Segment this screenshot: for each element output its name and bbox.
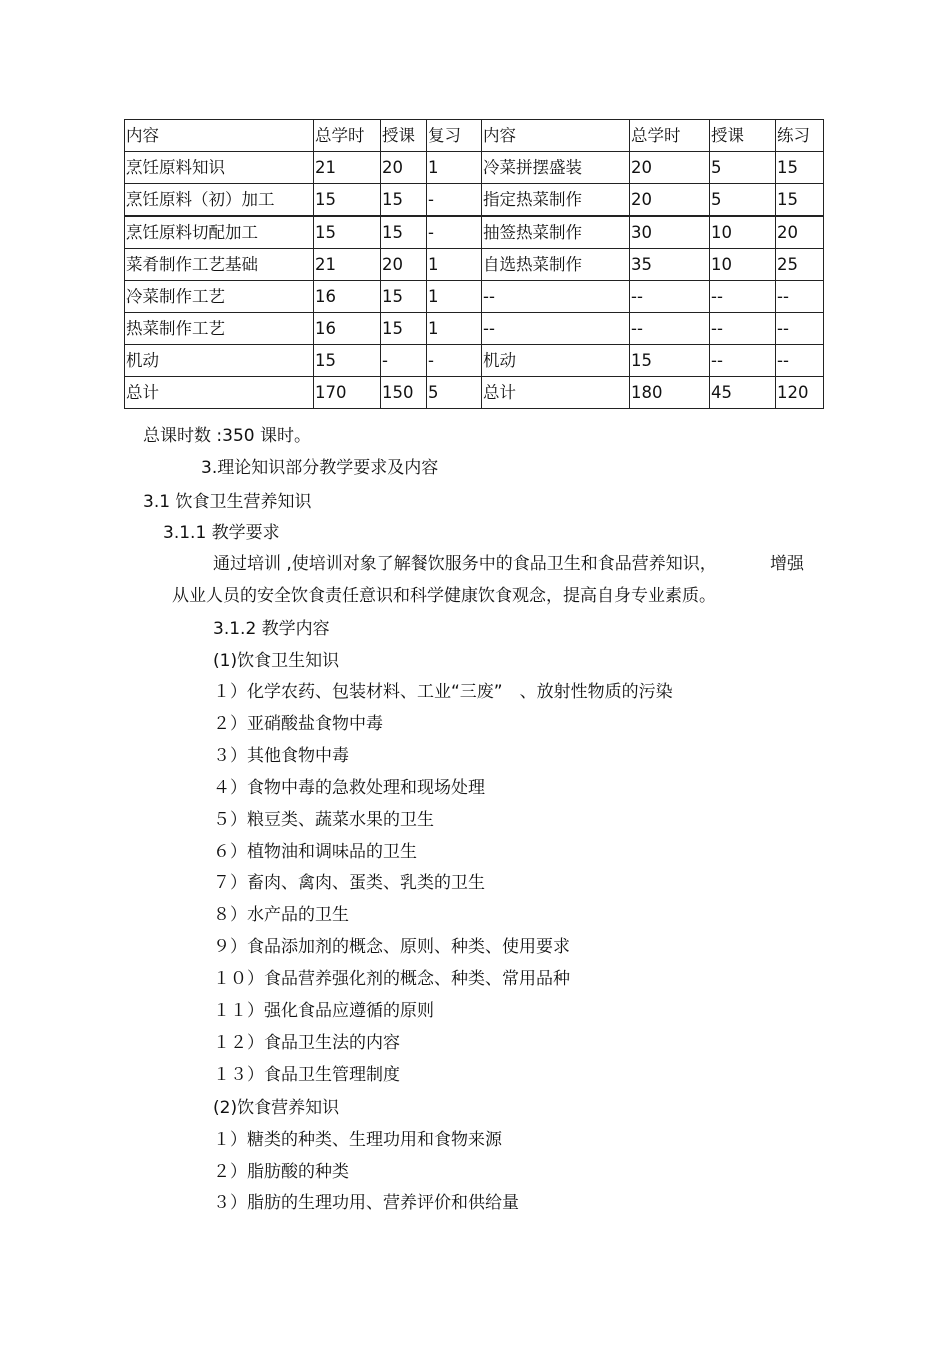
table-header-cell: 总学时 xyxy=(314,120,381,152)
table-cell: 170 xyxy=(314,377,381,409)
list-item: ２）亚硝酸盐食物中毒 xyxy=(213,713,383,734)
table-cell: 冷菜拼摆盛装 xyxy=(482,152,630,184)
table-cell: - xyxy=(427,345,482,377)
table-cell: 120 xyxy=(776,377,824,409)
list-item: １）糖类的种类、生理功用和食物来源 xyxy=(213,1130,502,1150)
list-item: ９）食品添加剂的概念、原则、种类、使用要求 xyxy=(213,937,570,958)
paragraph-line-1: 通过培训 ,使培训对象了解餐饮服务中的食品卫生和食品营养知识， xyxy=(213,554,717,574)
table-cell: 35 xyxy=(630,249,710,281)
table-cell: -- xyxy=(710,313,776,345)
table-cell: 总计 xyxy=(482,377,630,409)
table-cell: 15 xyxy=(776,152,824,184)
table-row xyxy=(125,345,824,377)
table-row xyxy=(125,281,824,313)
table-cell: 30 xyxy=(630,216,710,249)
table-cell: -- xyxy=(630,313,710,345)
table-cell: 20 xyxy=(630,184,710,217)
table-cell: 15 xyxy=(381,281,427,313)
table-cell: 5 xyxy=(427,377,482,409)
table-row xyxy=(125,313,824,345)
table-row xyxy=(125,184,824,217)
table-cell: 15 xyxy=(381,313,427,345)
table-cell: 15 xyxy=(630,345,710,377)
table-cell: 25 xyxy=(776,249,824,281)
table-cell: 自选热菜制作 xyxy=(482,249,630,281)
table-cell: 15 xyxy=(776,184,824,217)
table-cell: 15 xyxy=(314,345,381,377)
table-cell: 机动 xyxy=(125,345,314,377)
table-header-cell: 内容 xyxy=(482,120,630,152)
section-3-1-heading: 3.1 饮食卫生营养知识 xyxy=(143,492,312,512)
table-header-cell: 复习 xyxy=(427,120,482,152)
table-cell: 5 xyxy=(710,152,776,184)
subsection-2-title: (2)饮食营养知识 xyxy=(213,1098,340,1118)
table-cell: 45 xyxy=(710,377,776,409)
table-row xyxy=(125,377,824,409)
table-cell: -- xyxy=(710,345,776,377)
table-cell: 16 xyxy=(314,281,381,313)
list-item: ８）水产品的卫生 xyxy=(213,905,349,926)
table-row xyxy=(125,249,824,281)
table-cell: 1 xyxy=(427,249,482,281)
table-header-cell: 授课 xyxy=(381,120,427,152)
table-cell: 机动 xyxy=(482,345,630,377)
table-cell: 15 xyxy=(314,216,381,249)
table-header-cell: 总学时 xyxy=(630,120,710,152)
section-3-1-2-heading: 3.1.2 教学内容 xyxy=(213,619,330,639)
table-cell: - xyxy=(381,345,427,377)
table-cell: 烹饪原料（初）加工 xyxy=(125,184,314,217)
table-row xyxy=(125,216,824,249)
table-cell: 菜肴制作工艺基础 xyxy=(125,249,314,281)
list-item: ４）食物中毒的急救处理和现场处理 xyxy=(213,777,485,798)
table-header-row xyxy=(125,120,824,152)
table-cell: 21 xyxy=(314,249,381,281)
list-item: １１）强化食品应遵循的原则 xyxy=(213,1001,434,1021)
table-header-cell: 内容 xyxy=(125,120,314,152)
table-cell: 5 xyxy=(710,184,776,217)
section-3-heading: 3.理论知识部分教学要求及内容 xyxy=(201,458,439,478)
list-item: １０）食品营养强化剂的概念、种类、常用品种 xyxy=(213,969,570,990)
table-cell: -- xyxy=(776,281,824,313)
list-item: １３）食品卫生管理制度 xyxy=(213,1064,400,1085)
subsection-1-title: (1)饮食卫生知识 xyxy=(213,651,340,671)
table-cell: 总计 xyxy=(125,377,314,409)
table-cell: 1 xyxy=(427,281,482,313)
table-row xyxy=(125,152,824,184)
table-cell: 15 xyxy=(381,184,427,217)
table-cell: -- xyxy=(482,281,630,313)
table-cell: -- xyxy=(630,281,710,313)
list-item: ３）其他食物中毒 xyxy=(213,745,349,766)
list-item: ５）粮豆类、蔬菜水果的卫生 xyxy=(213,809,434,830)
table-cell: -- xyxy=(710,281,776,313)
section-3-1-1-heading: 3.1.1 教学要求 xyxy=(163,523,280,543)
table-cell: 烹饪原料知识 xyxy=(125,152,314,184)
table-cell: 150 xyxy=(381,377,427,409)
table-cell: 20 xyxy=(381,249,427,281)
table-cell: 15 xyxy=(381,216,427,249)
table-cell: 热菜制作工艺 xyxy=(125,313,314,345)
table-cell: 指定热菜制作 xyxy=(482,184,630,217)
list-item: １２）食品卫生法的内容 xyxy=(213,1032,400,1053)
total-hours-note: 总课时数 :350 课时。 xyxy=(143,426,311,446)
list-item: ３）脂肪的生理功用、营养评价和供给量 xyxy=(213,1193,519,1214)
table-header-cell: 授课 xyxy=(710,120,776,152)
paragraph-line-1-end: 增强 xyxy=(770,554,804,574)
list-item: ６）植物油和调味品的卫生 xyxy=(213,841,417,862)
table-cell: 烹饪原料切配加工 xyxy=(125,216,314,249)
list-item: １）化学农药、包装材料、工业“三废” 、放射性物质的污染 xyxy=(213,682,673,702)
list-item: ７）畜肉、禽肉、蛋类、乳类的卫生 xyxy=(213,873,485,894)
table-cell: 15 xyxy=(314,184,381,217)
table-cell: 20 xyxy=(630,152,710,184)
table-cell: -- xyxy=(776,313,824,345)
table-cell: 16 xyxy=(314,313,381,345)
paragraph-line-2: 从业人员的安全饮食责任意识和科学健康饮食观念，提高自身专业素质。 xyxy=(172,586,716,606)
table-cell: 20 xyxy=(776,216,824,249)
table-header-cell: 练习 xyxy=(776,120,824,152)
table-cell: 21 xyxy=(314,152,381,184)
table-cell: -- xyxy=(776,345,824,377)
table-cell: 10 xyxy=(710,249,776,281)
table-cell: - xyxy=(427,184,482,217)
course-hours-table xyxy=(124,119,824,409)
table-cell: 10 xyxy=(710,216,776,249)
table-cell: 180 xyxy=(630,377,710,409)
table-cell: 1 xyxy=(427,313,482,345)
table-cell: 20 xyxy=(381,152,427,184)
table-cell: 冷菜制作工艺 xyxy=(125,281,314,313)
table-cell: - xyxy=(427,216,482,249)
table-cell: 1 xyxy=(427,152,482,184)
table-cell: -- xyxy=(482,313,630,345)
table-cell: 抽签热菜制作 xyxy=(482,216,630,249)
list-item: ２）脂肪酸的种类 xyxy=(213,1161,349,1182)
